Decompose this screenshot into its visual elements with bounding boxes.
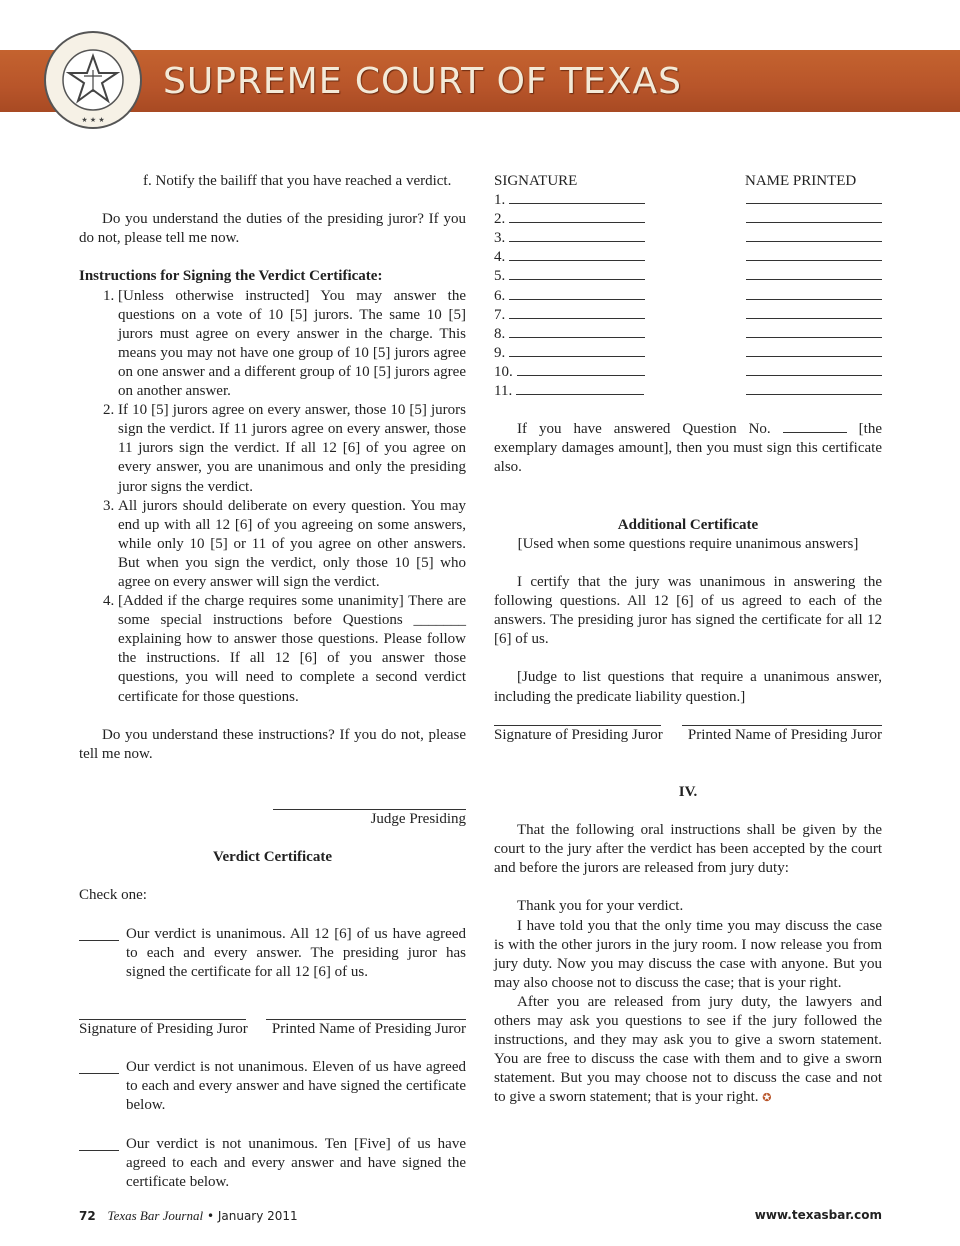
row-signature-cell [494, 325, 645, 344]
signature-line[interactable] [509, 325, 645, 338]
printed-name-line[interactable] [746, 191, 882, 204]
verdict-certificate-heading: Verdict Certificate [213, 849, 332, 866]
row-number: 1. [494, 192, 506, 209]
journal-name: Texas Bar Journal [107, 1208, 204, 1223]
printed-name-line[interactable] [746, 344, 882, 357]
exemplary-text-after: [the exemplary damages amount], then you must sign this certificate also. [494, 421, 882, 476]
printed-name-line[interactable] [746, 248, 882, 261]
after-release-text: After you are released from jury duty, the lawyers and others may ask you questions to see if the jury followed the instructions, and they may ask you to give a sworn statement. You are free to discuss the case with them and to give a sworn statement. But you may choose not to discuss the case and not to give a sworn statement; that is your right. [494, 993, 882, 1106]
row-number: 8. [494, 325, 506, 342]
row-signature-cell [494, 363, 645, 382]
list-item: 3. All jurors should deliberate on every question. You may end up with all 12 [6] of you agreeing on some answers, while only 10 [5] or 11 of you agree on other answers. But when you sign the verdict, only those 10 [5] who agree on every answer will sign the verdict. [118, 497, 466, 592]
verdict-option-eleven [79, 1058, 466, 1115]
row-signature-cell [494, 191, 645, 210]
list-item: 2. If 10 [5] jurors agree on every answer, those 10 [5] jurors sign the verdict. If 11 jurors agree on every answer, those 11 jurors sign the verdict. If all 12 [6] of you agree on every answer, you are unanimous and only the presiding juror signs the verdict. [118, 401, 466, 496]
certify-paragraph: I certify that the jury was unanimous in answering the following questions. All 12 [6] of us agreed to each of the answers. The presiding juror has signed the certificate for all 12 [6] of us. [494, 573, 882, 648]
row-signature-cell [494, 344, 645, 363]
printed-name-line[interactable] [746, 229, 882, 242]
juror-signature-table [494, 172, 882, 401]
instructions-heading: Instructions for Signing the Verdict Certificate: [79, 268, 383, 285]
after-release-paragraph [494, 993, 882, 1109]
presiding-signature-labels [79, 1020, 466, 1039]
printed-name-label: Printed Name of Presiding Juror [271, 1020, 466, 1037]
check-one-label: Check one: [79, 887, 147, 904]
row-signature-cell [494, 306, 645, 325]
name-printed-header: NAME PRINTED [745, 173, 857, 189]
printed-name-line[interactable] [746, 287, 882, 300]
svg-text:★ ★ ★: ★ ★ ★ [81, 116, 105, 124]
oral-instructions-intro: That the following oral instructions shall be given by the court to the jury after the verdict has been accepted by the court and before the jurors are released from jury duty: [494, 822, 882, 877]
end-mark-icon: ✪ [762, 1092, 772, 1105]
table-row [494, 306, 882, 325]
table-row [494, 248, 882, 267]
judge-presiding-label: Judge Presiding [370, 811, 466, 827]
court-seal-icon [38, 30, 148, 130]
row-number: 3. [494, 230, 506, 247]
printed-name-line[interactable] [746, 267, 882, 280]
signature-line[interactable] [509, 306, 645, 319]
option-text: Our verdict is not unanimous. Eleven of us have agreed to each and every answer and have signed the certificate below. [126, 1059, 466, 1114]
signature-line[interactable] [509, 229, 645, 242]
instructions-list [79, 287, 466, 707]
f-item: f. Notify the bailiff that you have reached a verdict. [143, 173, 452, 189]
signature-line[interactable] [509, 248, 645, 261]
judge-list-paragraph: [Judge to list questions that require a unanimous answer, including the predicate liability question.] [494, 669, 882, 705]
thank-you-paragraph: Thank you for your verdict. [517, 898, 684, 915]
additional-signature-labels [494, 726, 882, 745]
signature-label: Signature of Presiding Juror [79, 1020, 248, 1037]
signature-line[interactable] [509, 344, 645, 357]
row-signature-cell [494, 267, 645, 286]
signature-line[interactable] [516, 382, 644, 395]
row-signature-cell [494, 382, 644, 401]
additional-certificate-subheading: [Used when some questions require unanimous answers] [517, 535, 859, 552]
verdict-option-unanimous [79, 925, 466, 982]
row-number: 11. [494, 383, 513, 400]
page-number: 72 [79, 1209, 96, 1223]
printed-name-line[interactable] [746, 382, 882, 395]
signature-line[interactable] [509, 191, 645, 204]
row-signature-cell [494, 287, 645, 306]
printed-name-label: Printed Name of Presiding Juror [687, 726, 882, 743]
row-signature-cell [494, 248, 645, 267]
printed-name-line[interactable] [746, 306, 882, 319]
signature-line[interactable] [509, 267, 645, 280]
list-item: 1. [Unless otherwise instructed] You may answer the questions on a vote of 10 [5] jurors. The same 10 [5] jurors must agree on every answer in the charge. This means you may not have one group of 10 [5] jurors agree on one answer and a different group of 10 [5] jurors agree on another answer. [118, 287, 466, 402]
table-header [494, 172, 882, 191]
option-text: Our verdict is not unanimous. Ten [Five] of us have agreed to each and every answer and have signed the certificate below. [126, 1135, 466, 1190]
website-link[interactable]: www.texasbar.com [754, 1208, 882, 1222]
signature-line[interactable] [509, 287, 645, 300]
page-title: SUPREME COURT OF TEXAS [163, 61, 682, 102]
checkbox-blank[interactable] [79, 1058, 119, 1074]
row-number: 5. [494, 268, 506, 285]
section-iv-heading: IV. [678, 783, 698, 800]
signature-line[interactable] [517, 363, 645, 376]
list-item: 4. [Added if the charge requires some unanimity] There are some special instructions before Questions _______ explaining how to answer those questions. Please follow the instructions. If all 12 [6] of you answer those questions, you will need to complete a second verdict certificate for those questions. [118, 592, 466, 707]
table-row [494, 344, 882, 363]
table-row [494, 210, 882, 229]
exemplary-text-before: If you have answered Question No. [517, 421, 771, 438]
signature-header: SIGNATURE [494, 173, 578, 189]
table-row [494, 325, 882, 344]
table-row [494, 267, 882, 286]
signature-label: Signature of Presiding Juror [494, 726, 663, 743]
footer-separator: • [206, 1209, 215, 1223]
understand-duties-paragraph: Do you understand the duties of the presiding juror? If you do not, please tell me now. [79, 211, 466, 247]
row-number: 6. [494, 287, 506, 304]
row-number: 4. [494, 249, 506, 266]
checkbox-blank[interactable] [79, 925, 119, 941]
question-number-blank[interactable] [783, 420, 847, 433]
table-row [494, 229, 882, 248]
row-number: 2. [494, 211, 506, 228]
verdict-option-ten [79, 1135, 466, 1192]
printed-name-line[interactable] [746, 325, 882, 338]
release-paragraph: I have told you that the only time you may discuss the case is with the other jurors in the jury room. I now release you from jury duty. Now you may discuss the case with anyone. But you may also choose not to discuss the case; that is your right. [494, 917, 882, 991]
row-number: 7. [494, 306, 506, 323]
printed-name-line[interactable] [746, 210, 882, 223]
page-footer [79, 1208, 882, 1224]
row-signature-cell [494, 229, 645, 248]
signature-line[interactable] [509, 210, 645, 223]
table-row [494, 287, 882, 306]
checkbox-blank[interactable] [79, 1135, 119, 1151]
issue-date: January 2011 [217, 1209, 298, 1223]
printed-name-line[interactable] [746, 363, 882, 376]
understand-instructions-paragraph: Do you understand these instructions? If you do not, please tell me now. [79, 726, 466, 762]
exemplary-paragraph [494, 420, 882, 477]
table-row [494, 382, 882, 401]
table-row [494, 363, 882, 382]
right-column [494, 172, 882, 1109]
row-number: 10. [494, 363, 513, 380]
option-text: Our verdict is unanimous. All 12 [6] of us have agreed to each and every answer. The presiding juror has signed the certificate for all 12 [6] of us. [126, 925, 466, 980]
row-signature-cell [494, 210, 645, 229]
row-number: 9. [494, 344, 506, 361]
footer-left [79, 1208, 298, 1224]
left-column [79, 172, 466, 1192]
table-row [494, 191, 882, 210]
additional-certificate-heading: Additional Certificate [617, 516, 759, 533]
